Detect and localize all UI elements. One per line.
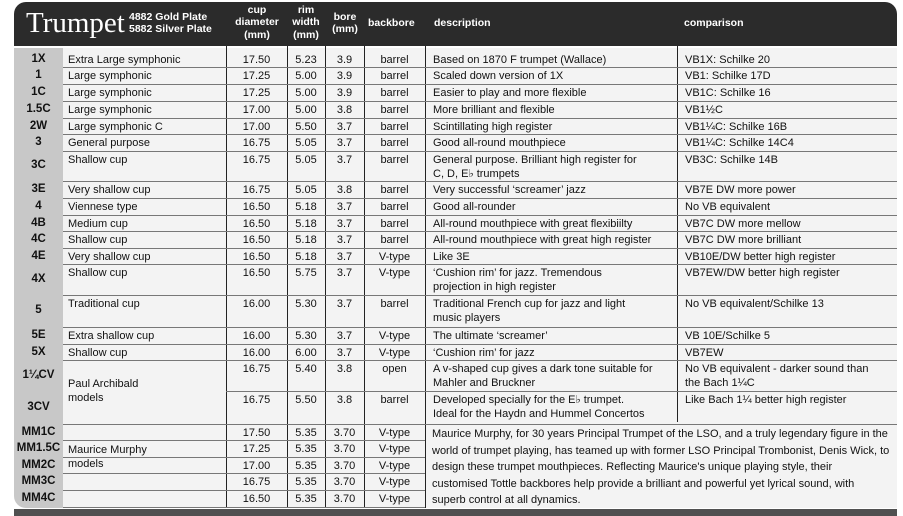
- comparison-cell: VB1: Schilke 17D: [685, 70, 771, 82]
- bore-cell: 3.70: [333, 427, 356, 439]
- cup-diameter-cell: 16.00: [242, 330, 271, 342]
- description-cell: ‘Cushion rim’ for jazz. Tremendous: [433, 267, 602, 279]
- group-archibald-line1: Paul Archibald: [68, 378, 139, 390]
- backbore-cell: barrel: [380, 234, 409, 246]
- rim-width-cell: 5.18: [295, 201, 317, 213]
- cup-diameter-cell: 16.50: [242, 267, 271, 279]
- header-backbore: backbore: [368, 17, 415, 29]
- cup-diameter-cell: 17.50: [242, 54, 271, 66]
- description-cell: Good all-round mouthpiece: [433, 137, 566, 149]
- cup-diameter-cell: 16.75: [242, 184, 271, 196]
- comparison-cell: VB3C: Schilke 14B: [685, 154, 778, 166]
- row-divider: [63, 215, 897, 216]
- bore-cell: 3.70: [333, 476, 356, 488]
- mouthpiece-code: MM1C: [21, 426, 56, 438]
- silver-plate-label: 5882 Silver Plate: [129, 23, 212, 35]
- rim-width-cell: 5.35: [295, 427, 317, 439]
- header-description: description: [434, 17, 491, 29]
- rim-width-cell: 5.05: [295, 154, 317, 166]
- cup-diameter-cell: 16.00: [242, 347, 271, 359]
- rim-width-cell: 5.00: [295, 104, 317, 116]
- type-cell: Very shallow cup: [68, 184, 151, 196]
- description-cell: The ultimate ‘screamer’: [433, 330, 548, 342]
- description-cell: Based on 1870 F trumpet (Wallace): [433, 54, 607, 66]
- type-cell: Large symphonic: [68, 87, 152, 99]
- header-bore-1: bore: [333, 11, 357, 23]
- bore-cell: 3.7: [336, 267, 353, 279]
- header-rim-2: width: [292, 16, 320, 28]
- cup-diameter-cell: 16.50: [242, 201, 271, 213]
- row-divider: [63, 327, 897, 328]
- mouthpiece-code: MM4C: [21, 492, 56, 504]
- bore-cell: 3.70: [333, 493, 356, 505]
- backbore-cell: V-type: [378, 251, 411, 263]
- backbore-cell: V-type: [378, 493, 411, 505]
- rim-width-cell: 5.40: [295, 363, 317, 375]
- cup-diameter-cell: 16.50: [242, 218, 271, 230]
- type-cell: Large symphonic C: [68, 121, 163, 133]
- comparison-cell: No VB equivalent - darker sound than: [685, 363, 869, 375]
- bore-cell: 3.8: [336, 363, 353, 375]
- description-cell: Traditional French cup for jazz and light: [433, 298, 626, 310]
- rim-width-cell: 5.05: [295, 137, 317, 149]
- mouthpiece-code: 3: [35, 136, 42, 148]
- page-title: Trumpet: [26, 7, 125, 39]
- description-cell: ‘Cushion rim’ for jazz: [433, 347, 535, 359]
- backbore-cell: V-type: [378, 427, 411, 439]
- backbore-cell: barrel: [380, 184, 409, 196]
- table-header: [14, 2, 897, 46]
- comparison-cell: No VB equivalent/Schilke 13: [685, 298, 824, 310]
- comparison-cell: VB7C DW more mellow: [685, 218, 801, 230]
- mouthpiece-code: 1C: [31, 86, 46, 98]
- header-cup-3: (mm): [244, 29, 270, 41]
- row-divider: [63, 457, 425, 458]
- mouthpiece-code: 2W: [29, 120, 48, 132]
- comparison-cell: VB7E DW more power: [685, 184, 796, 196]
- type-cell: Viennese type: [68, 201, 138, 213]
- header-cup-2: diameter: [235, 16, 279, 28]
- row-divider: [63, 360, 897, 361]
- mouthpiece-code: 1¼CV: [22, 369, 55, 381]
- cup-diameter-cell: 16.75: [242, 476, 271, 488]
- type-cell: Large symphonic: [68, 104, 152, 116]
- row-divider: [63, 295, 897, 296]
- rim-width-cell: 5.35: [295, 443, 317, 455]
- row-divider: [63, 67, 897, 68]
- row-divider: [63, 248, 897, 249]
- column-divider: [677, 46, 678, 422]
- description-cell: All-round mouthpiece with great flexibiilty: [433, 218, 633, 230]
- rim-width-cell: 5.18: [295, 251, 317, 263]
- backbore-cell: barrel: [380, 104, 409, 116]
- comparison-cell: VB7EW/DW better high register: [685, 267, 840, 279]
- type-cell: Very shallow cup: [68, 251, 151, 263]
- cup-diameter-cell: 16.50: [242, 493, 271, 505]
- cup-diameter-cell: 17.25: [242, 87, 271, 99]
- row-divider: [63, 84, 897, 85]
- mouthpiece-code: 1: [35, 69, 42, 81]
- rim-width-cell: 5.30: [295, 330, 317, 342]
- description-cell: Very successful ‘screamer’ jazz: [433, 184, 586, 196]
- rim-width-cell: 5.23: [295, 54, 317, 66]
- row-divider: [63, 440, 425, 441]
- cup-diameter-cell: 16.75: [242, 137, 271, 149]
- mouthpiece-code: 3C: [31, 159, 46, 171]
- mouthpiece-code: 5E: [31, 329, 46, 341]
- mouthpiece-code: 3CV: [27, 401, 50, 413]
- row-divider: [63, 134, 897, 135]
- bore-cell: 3.7: [336, 234, 353, 246]
- rim-width-cell: 5.00: [295, 87, 317, 99]
- bore-cell: 3.7: [336, 137, 353, 149]
- cup-diameter-cell: 17.00: [242, 104, 271, 116]
- column-divider: [425, 46, 426, 508]
- type-cell: Extra Large symphonic: [68, 54, 181, 66]
- description-cell: Scaled down version of 1X: [433, 70, 564, 82]
- rim-width-cell: 5.75: [295, 267, 317, 279]
- description-cell: All-round mouthpiece with great high register: [433, 234, 652, 246]
- backbore-cell: V-type: [378, 347, 411, 359]
- comparison-cell: VB1¼C: Schilke 14C4: [685, 137, 794, 149]
- bore-cell: 3.7: [336, 121, 353, 133]
- bore-cell: 3.70: [333, 443, 356, 455]
- backbore-cell: barrel: [380, 54, 409, 66]
- type-cell: General purpose: [68, 137, 150, 149]
- cup-diameter-cell: 16.75: [242, 154, 271, 166]
- cup-diameter-cell: 16.75: [242, 363, 271, 375]
- comparison-cell: VB 10E/Schilke 5: [685, 330, 770, 342]
- rim-width-cell: 5.50: [295, 121, 317, 133]
- bore-cell: 3.8: [336, 394, 353, 406]
- bottom-bar: [14, 509, 897, 516]
- bore-cell: 3.9: [336, 87, 353, 99]
- mouthpiece-code: MM2C: [21, 459, 56, 471]
- mouthpiece-code: 4E: [31, 250, 46, 262]
- row-divider: [63, 118, 897, 119]
- rim-width-cell: 5.35: [295, 493, 317, 505]
- cup-diameter-cell: 17.00: [242, 460, 271, 472]
- type-cell: Medium cup: [68, 218, 128, 230]
- backbore-cell: barrel: [380, 298, 409, 310]
- mouthpiece-code: 4X: [31, 273, 46, 285]
- comparison-cell: No VB equivalent: [685, 201, 770, 213]
- cup-diameter-cell: 17.25: [242, 70, 271, 82]
- description-cell: General purpose. Brilliant high register for: [433, 154, 637, 166]
- row-divider: [63, 264, 897, 265]
- bore-cell: 3.7: [336, 330, 353, 342]
- rim-width-cell: 5.00: [295, 70, 317, 82]
- bore-cell: 3.7: [336, 347, 353, 359]
- mouthpiece-code: 1.5C: [26, 103, 51, 115]
- row-divider: [63, 151, 897, 152]
- row-divider: [63, 490, 425, 491]
- cup-diameter-cell: 17.00: [242, 121, 271, 133]
- row-divider: [63, 198, 897, 199]
- backbore-cell: barrel: [380, 137, 409, 149]
- bore-cell: 3.7: [336, 154, 353, 166]
- cup-diameter-cell: 17.25: [242, 443, 271, 455]
- backbore-cell: barrel: [380, 154, 409, 166]
- comparison-cell: VB7C DW more brilliant: [685, 234, 802, 246]
- backbore-cell: barrel: [380, 394, 409, 406]
- comparison-cell: VB10E/DW better high register: [685, 251, 836, 263]
- row-divider: [63, 344, 897, 345]
- comparison-cell: VB1C: Schilke 16: [685, 87, 771, 99]
- comparison-cell: Like Bach 1¼ better high register: [685, 394, 847, 406]
- rim-width-cell: 5.30: [295, 298, 317, 310]
- header-rim-1: rim: [297, 4, 315, 16]
- type-cell: Shallow cup: [68, 234, 128, 246]
- mouthpiece-code: 5X: [31, 346, 46, 358]
- group-murphy-line1: Maurice Murphy: [68, 444, 147, 456]
- bore-cell: 3.8: [336, 104, 353, 116]
- cup-diameter-cell: 16.75: [242, 394, 271, 406]
- backbore-cell: V-type: [378, 476, 411, 488]
- cup-diameter-cell: 16.50: [242, 251, 271, 263]
- row-divider: [63, 424, 897, 425]
- row-divider: [63, 101, 897, 102]
- description-cell: Like 3E: [433, 251, 470, 263]
- mouthpiece-code: 4: [35, 200, 42, 212]
- bore-cell: 3.70: [333, 460, 356, 472]
- backbore-cell: barrel: [380, 218, 409, 230]
- header-bore-2: (mm): [332, 23, 358, 35]
- bore-cell: 3.9: [336, 54, 353, 66]
- backbore-cell: barrel: [380, 70, 409, 82]
- type-cell: Shallow cup: [68, 267, 128, 279]
- rim-width-cell: 5.18: [295, 234, 317, 246]
- backbore-cell: barrel: [380, 121, 409, 133]
- header-cup-1: cup: [247, 4, 267, 16]
- murphy-description: Maurice Murphy, for 30 years Principal Trumpet of the LSO, and a truly legendary figure in the world of trumpet playing, has teamed up with former LSO Principal Trombonist, Denis Wick, to design these trumpet mouthpieces. Reflecting Maurice's unique playing style, their customised Tottle backbores help provide a brilliant and powerful yet lyrical sound, with superb control at all dynamics.: [432, 428, 890, 506]
- bore-cell: 3.7: [336, 251, 353, 263]
- type-cell: Extra shallow cup: [68, 330, 155, 342]
- row-divider: [226, 391, 897, 392]
- cup-diameter-cell: 16.00: [242, 298, 271, 310]
- rim-width-cell: 5.50: [295, 394, 317, 406]
- bore-cell: 3.7: [336, 201, 353, 213]
- rim-width-cell: 5.35: [295, 476, 317, 488]
- bore-cell: 3.7: [336, 218, 353, 230]
- comparison-cell: VB1X: Schilke 20: [685, 54, 770, 66]
- description-cell-line2: Ideal for the Haydn and Hummel Concertos: [433, 408, 645, 420]
- rim-width-cell: 5.18: [295, 218, 317, 230]
- bore-cell: 3.8: [336, 184, 353, 196]
- rim-width-cell: 6.00: [295, 347, 317, 359]
- mouthpiece-code: 4C: [31, 233, 46, 245]
- description-cell-line2: C, D, E♭ trumpets: [433, 168, 520, 180]
- cup-diameter-cell: 16.50: [242, 234, 271, 246]
- row-divider: [63, 181, 897, 182]
- header-rim-3: (mm): [293, 29, 319, 41]
- comparison-cell: VB7EW: [685, 347, 724, 359]
- group-archibald-line2: models: [68, 392, 104, 404]
- backbore-cell: V-type: [378, 267, 411, 279]
- description-cell-line2: projection in high register: [433, 281, 556, 293]
- description-cell: Scintillating high register: [433, 121, 553, 133]
- mouthpiece-code: MM1.5C: [16, 442, 61, 454]
- description-cell-line2: Mahler and Bruckner: [433, 377, 536, 389]
- gold-plate-label: 4882 Gold Plate: [129, 11, 208, 23]
- type-cell: Traditional cup: [68, 298, 140, 310]
- description-cell: Developed specially for the E♭ trumpet.: [433, 394, 625, 406]
- comparison-cell: VB1¼C: Schilke 16B: [685, 121, 788, 133]
- mouthpiece-code: 5: [35, 304, 42, 316]
- row-divider: [63, 231, 897, 232]
- backbore-cell: V-type: [378, 330, 411, 342]
- backbore-cell: barrel: [380, 201, 409, 213]
- mouthpiece-code: 3E: [31, 183, 46, 195]
- comparison-cell-line2: the Bach 1¼C: [685, 377, 755, 389]
- backbore-cell: V-type: [378, 460, 411, 472]
- mouthpiece-code: MM3C: [21, 475, 56, 487]
- mouthpiece-code: 1X: [31, 53, 46, 65]
- backbore-cell: open: [382, 363, 407, 375]
- cup-diameter-cell: 17.50: [242, 427, 271, 439]
- mouthpiece-code: 4B: [31, 217, 46, 229]
- rim-width-cell: 5.05: [295, 184, 317, 196]
- header-comparison: comparison: [684, 17, 744, 29]
- type-cell: Shallow cup: [68, 347, 128, 359]
- description-cell-line2: music players: [433, 312, 501, 324]
- type-cell: Large symphonic: [68, 70, 152, 82]
- comparison-cell: VB1½C: [685, 104, 723, 116]
- description-cell: A v-shaped cup gives a dark tone suitable for: [433, 363, 653, 375]
- type-cell: Shallow cup: [68, 154, 128, 166]
- row-divider: [63, 473, 425, 474]
- backbore-cell: barrel: [380, 87, 409, 99]
- group-murphy-line2: models: [68, 458, 104, 470]
- bore-cell: 3.7: [336, 298, 353, 310]
- rim-width-cell: 5.35: [295, 460, 317, 472]
- description-cell: Good all-rounder: [433, 201, 516, 213]
- backbore-cell: V-type: [378, 443, 411, 455]
- description-cell: More brilliant and flexible: [433, 104, 555, 116]
- row-divider: [63, 507, 425, 508]
- bore-cell: 3.9: [336, 70, 353, 82]
- description-cell: Easier to play and more flexible: [433, 87, 587, 99]
